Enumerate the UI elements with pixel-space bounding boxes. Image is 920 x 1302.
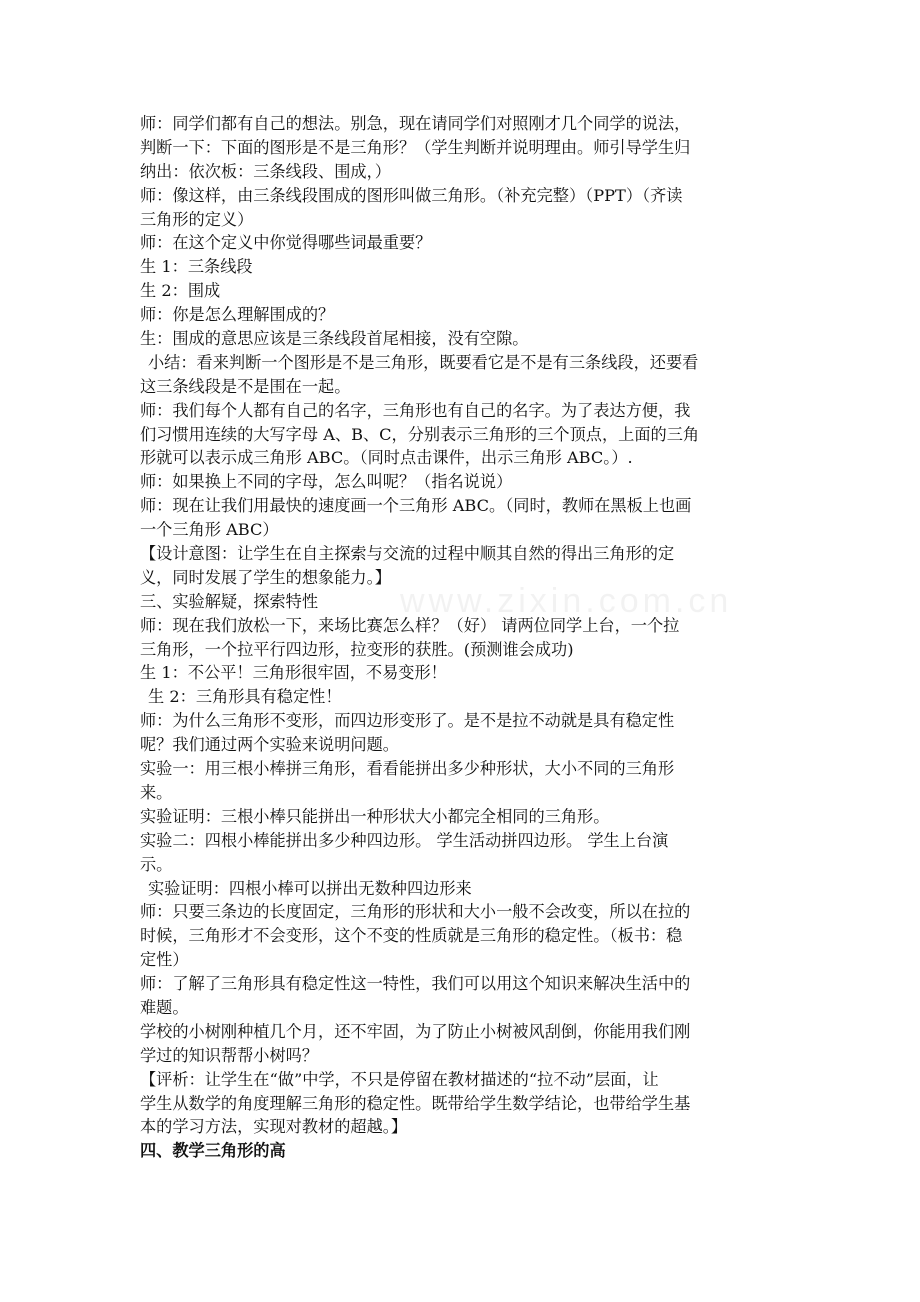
summary-line: 小结：看来判断一个图形是不是三角形，既要看它是不是有三条线段，还要看 [148, 352, 699, 372]
text-line: 示。 [140, 854, 173, 874]
text-line: 呢？我们通过两个实验来说明问题。 [140, 735, 399, 755]
text-line: 三角形的定义） [140, 209, 254, 229]
text-line: 实验证明：四根小棒可以拼出无数种四边形来 [148, 878, 472, 898]
watermark: www.zixin.com.cn [400, 582, 733, 620]
text-line: 形就可以表示成三角形 ABC。（同时点击课件，出示三角形 ABC。）. [140, 448, 633, 468]
text-line: 师：了解了三角形具有稳定性这一特性，我们可以用这个知识来解决生活中的 [140, 974, 691, 994]
document-body [140, 112, 780, 1163]
text-line: 纳出：依次板：三条线段、围成，） [140, 161, 391, 181]
text-line: 实验证明：三根小棒只能拼出一种形状大小都完全相同的三角形。 [140, 806, 610, 826]
text-line: 师：在这个定义中你觉得哪些词最重要？ [140, 233, 432, 253]
text-line: 学校的小树刚种植几个月，还不牢固，为了防止小树被风刮倒，你能用我们刚 [140, 1021, 691, 1041]
text-line: 来。 [140, 782, 173, 802]
text-line: 时候，三角形才不会变形，这个不变的性质就是三角形的稳定性。（板书：稳 [140, 926, 683, 946]
section-heading-3: 三、实验解疑，探索特性 [140, 591, 319, 611]
text-line: 判断一下：下面的图形是不是三角形？（学生判断并说明理由。师引导学生归 [140, 137, 691, 157]
text-line: 们习惯用连续的大写字母 A、B、C，分别表示三角形的三个顶点，上面的三角 [140, 424, 700, 444]
text-line: 一个三角形 ABC） [140, 520, 279, 540]
design-intent-line: 【设计意图：让学生在自主探索与交流的过程中顺其自然的得出三角形的定 [140, 544, 675, 564]
text-line: 师：现在让我们用最快的速度画一个三角形 ABC。（同时，教师在黑板上也画 [140, 496, 692, 516]
text-line: 难题。 [140, 997, 189, 1017]
text-line: 师：为什么三角形不变形，而四边形变形了。是不是拉不动就是具有稳定性 [140, 711, 675, 731]
section-heading-4: 四、教学三角形的高 [140, 1141, 286, 1161]
text-line: 三角形，一个拉平行四边形，拉变形的获胜。(预测谁会成功) [140, 639, 574, 659]
text-line: 师：现在我们放松一下，来场比赛怎么样？（好） 请两位同学上台，一个拉 [140, 615, 680, 635]
text-line: 生 2：围成 [140, 281, 221, 301]
commentary-line: 【评析：让学生在“做”中学，不只是停留在教材描述的“拉不动”层面，让 [140, 1069, 659, 1089]
text-line: 师：只要三条边的长度固定，三角形的形状和大小一般不会改变，所以在拉的 [140, 902, 691, 922]
design-intent-line: 义，同时发展了学生的想象能力。】 [140, 567, 391, 587]
text-line: 定性） [140, 950, 189, 970]
text-line: 实验二：四根小棒能拼出多少种四边形。 学生活动拼四边形。 学生上台演 [140, 830, 669, 850]
text-line: 这三条线段是不是围在一起。 [140, 376, 351, 396]
text-line: 师：如果换上不同的字母，怎么叫呢？（指名说说） [140, 472, 513, 492]
text-line: 生 2：三角形具有稳定性！ [148, 687, 342, 707]
text-line: 生 1：三条线段 [140, 257, 253, 277]
commentary-line: 本的学习方法，实现对教材的超越。】 [140, 1117, 408, 1137]
text-line: 师：你是怎么理解围成的？ [140, 305, 335, 325]
text-line: 学过的知识帮帮小树吗？ [140, 1045, 319, 1065]
commentary-line: 学生从数学的角度理解三角形的稳定性。既带给学生数学结论，也带给学生基 [140, 1093, 691, 1113]
text-line: 师：我们每个人都有自己的名字，三角形也有自己的名字。为了表达方便，我 [140, 400, 691, 420]
text-line: 生：围成的意思应该是三条线段首尾相接，没有空隙。 [140, 329, 529, 349]
text-line: 师：像这样，由三条线段围成的图形叫做三角形。（补充完整）（PPT）（齐读 [140, 185, 683, 205]
text-line: 实验一：用三根小棒拼三角形，看看能拼出多少种形状，大小不同的三角形 [140, 759, 675, 779]
text-line: 生 1：不公平！三角形很牢固，不易变形！ [140, 663, 447, 683]
text-line: 师：同学们都有自己的想法。别急，现在请同学们对照刚才几个同学的说法， [140, 114, 691, 133]
